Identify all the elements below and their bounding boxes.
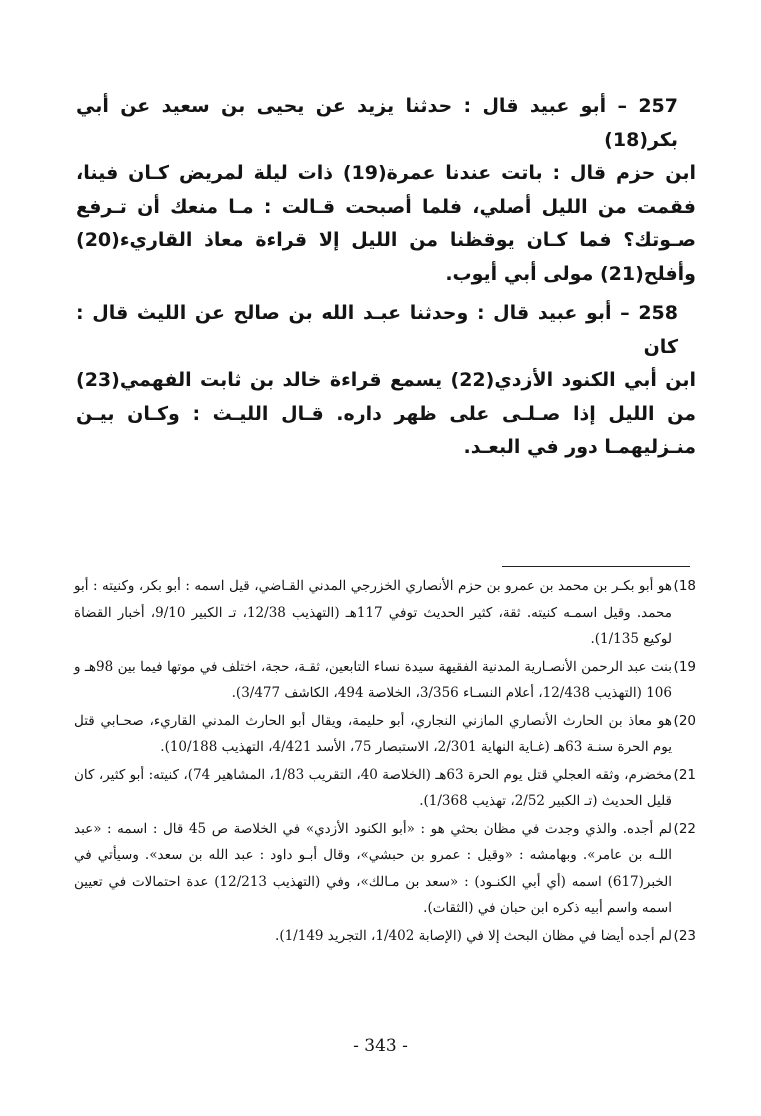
footnote-23 [74, 923, 696, 950]
footnote-number: 20) [673, 712, 696, 729]
footnotes [74, 573, 696, 950]
footnote-text: هو معاذ بن الحارث الأنصاري المازني النجاري، أبو حليمة، ويقال أبو الحارث المدني القاريء، صحـابي قتل يوم الحرة سنـة 63هـ (غـاية النهاية 2/301، الاستبصار 75، الأسد 4/421، التهذيب 10/188). [74, 712, 672, 755]
footnote-19 [74, 654, 696, 707]
footnote-number: 22) [673, 820, 696, 837]
footnote-21 [74, 762, 696, 815]
paragraph-258 [76, 297, 696, 465]
footnote-text: هو أبو بكـر بن محمد بن عمرو بن حزم الأنصاري الخزرجي المدني القـاضي، قيل اسمه : أبو بكر، وكنيته : أبو محمد. وقيل اسمـه كنيته. ثقة، كثير الحديث توفي 117هـ (التهذيب 12/38، تـ الكبير 9/10، أخبار القضاة لوكيع 1/135). [74, 578, 673, 647]
footnote-22 [74, 816, 696, 922]
page-number: - 343 - [353, 1036, 408, 1056]
footnote-20 [74, 708, 696, 761]
footnote-text: مخضرم، وثقه العجلي قتل يوم الحرة 63هـ (الخلاصة 40، التقريب 1/83، المشاهير 74)، كنيته: أبو كثير، كان قليل الحديث (تـ الكبير 2/52، تهذيب 1/368). [74, 766, 673, 809]
main-text [76, 90, 696, 471]
footnote-number: 18) [673, 578, 696, 594]
paragraph-body: ابن حزم قال : باتت عندنا عمرة(19) ذات ليلة لمريض كـان فينا، فقمت من الليل أصلي، فلما أصبحت قـالت : مـا منعك أن تـرفع صـوتك؟ فما كـان يوقظنا من الليل إلا قراءة معاذ القاريء(20) وأفلح(21) مولى أبي أيوب. [76, 162, 696, 285]
footnote-text: لم أجده. والذي وجدت في مظان بحثي هو : «أبو الكنود الأزدي» في الخلاصة ص 45 قال : اسمه : «عبد اللـه بن عامر». وبهامشه : «وقيل : عمرو بن حبشي»، وقال أبـو داود : عبد الله بن سعد». وسيأتي في الخبر(617) اسمه (أي أبي الكنـود) : «سعد بن مـالك»، وفي (التهذيب 12/213) عدة احتمالات في تعيين اسمه واسم أبيه ذكره ابن حبان في (الثقات). [74, 820, 673, 916]
footnote-number: 21) [673, 766, 696, 783]
footnote-18 [74, 573, 696, 653]
paragraph-first-line: 258 – أبو عبيد قال : وحدثنا عبـد الله بن صالح عن الليث قال : كان [76, 302, 678, 358]
footnote-text: لم أجده أيضا في مظان البحث إلا في (الإصابة 1/402، التجريد 1/149). [275, 927, 672, 944]
paragraph-body: ابن أبي الكنود الأزدي(22) يسمع قراءة خالد بن ثابت الفهمي(23) من الليل إذا صـلـى على ظهر داره. قـال الليـث : وكـان بيـن منـزليهمـا دور في البعـد. [76, 369, 696, 458]
footnote-divider [502, 566, 690, 567]
footnote-number: 19) [673, 658, 696, 675]
paragraph-first-line: 257 – أبو عبيد قال : حدثنا يزيد عن يحيى بن سعيد عن أبي بكر(18) [76, 95, 678, 151]
footnote-text: بنت عبد الرحمن الأنصـارية المدنية الفقيهة سيدة نساء التابعين، ثقـة، حجة، اختلف في موتها فيما بين 98هـ و 106 (التهذيب 12/438، أعلام النسـاء 3/356، الخلاصة 494، الكاشف 3/477). [74, 658, 673, 701]
footnote-number: 23) [673, 927, 696, 944]
paragraph-257 [76, 90, 696, 291]
